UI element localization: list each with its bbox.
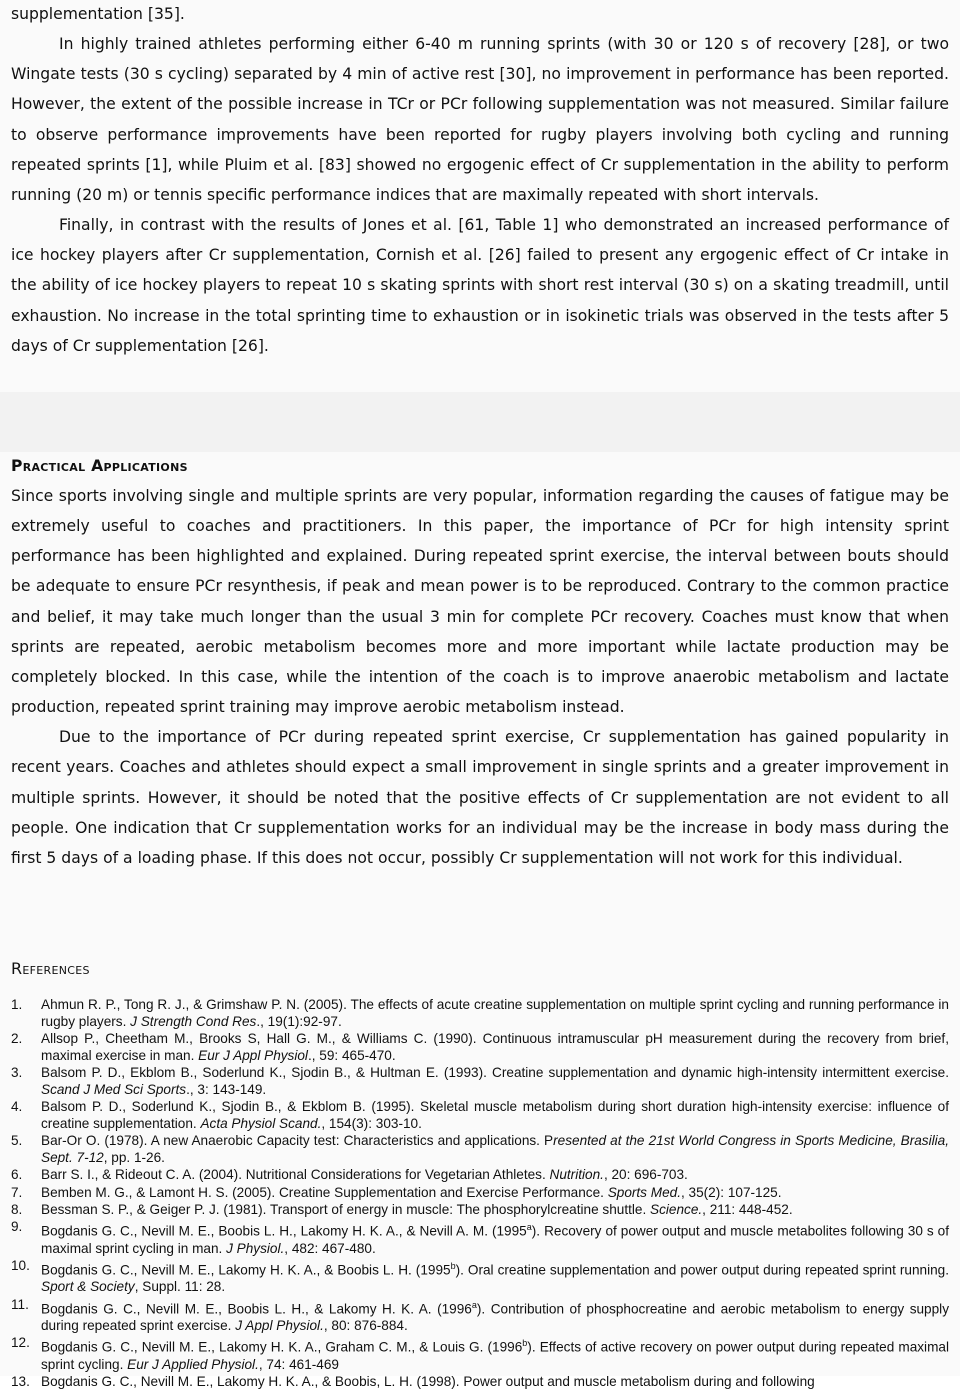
- reference-journal: resented at the 21st World Congress in Sports Medicine, Brasilia, Sept. 7-12: [41, 1133, 949, 1166]
- reference-item: [11, 1065, 949, 1099]
- reference-volume: , 482: 467-480.: [284, 1240, 376, 1256]
- reference-text-continued: ). Contribution of phosphocreatine and aerobic metabolism to energy supply during repeated sprint exercise.: [41, 1301, 949, 1333]
- reference-text: Bogdanis G. C., Nevill M. E., Boobis L. H., & Lakomy H. K. A. (1996: [41, 1301, 472, 1317]
- reference-text-continued: ). Effects of active recovery on power output during repeated maximal sprint cycling.: [41, 1339, 949, 1372]
- reference-text: Bogdanis G. C., Nevill M. E., Boobis L. H., Lakomy H. K. A., & Nevill A. M. (1995: [41, 1223, 527, 1239]
- reference-volume: ., 19(1):92-97.: [256, 1013, 342, 1029]
- reference-volume: , 20: 696-703.: [603, 1167, 688, 1183]
- reference-volume: , 211: 448-452.: [702, 1202, 793, 1218]
- heading-references: References: [11, 959, 90, 978]
- reference-journal: J Appl Physiol.: [235, 1317, 324, 1333]
- reference-number: 10.: [11, 1257, 30, 1273]
- reference-journal: Eur J Appl Physiol: [198, 1047, 308, 1063]
- reference-number: 12.: [11, 1335, 30, 1351]
- reference-text: Bessman S. P., & Geiger P. J. (1981). Transport of energy in muscle: The phosphorylcreatine shuttle.: [41, 1202, 651, 1218]
- reference-volume: , 154(3): 303-10.: [321, 1116, 422, 1132]
- reference-text: Balsom P. D., Soderlund K., Sjodin B., & Ekblom B. (1995). Skeletal muscle metabolism during short duration high-intensity exercise: influence of creatine supplementation.: [41, 1099, 949, 1132]
- reference-journal: Sport & Society: [41, 1279, 135, 1295]
- reference-text: Bogdanis G. C., Nevill M. E., Lakomy H. K. A., & Boobis, L. H. (1998). Power output and muscle metabolism during and following: [41, 1373, 815, 1389]
- top-fragment: supplementation [35].: [11, 5, 185, 23]
- reference-text: Bemben M. G., & Lamont H. S. (2005). Creatine Supplementation and Exercise Performance.: [41, 1184, 608, 1200]
- body-text-practical: [11, 481, 949, 873]
- reference-item: [11, 1133, 949, 1167]
- reference-item: [11, 1099, 949, 1133]
- reference-number: 13.: [11, 1373, 30, 1389]
- paragraph-practical-2: Due to the importance of PCr during repeated sprint exercise, Cr supplementation has gained popularity in recent years. Coaches and athletes should expect a small improvement in single sprints and a greater improvement in multiple sprints. However, it should be noted that the positive effects of Cr supplementation are not evident to all people. One indication that Cr supplementation works for an individual may be the increase in body mass during the first 5 days of a loading phase. If this does not occur, possibly Cr supplementation will not work for this individual.: [11, 728, 949, 867]
- reference-journal: Acta Physiol Scand.: [200, 1116, 322, 1132]
- reference-number: 8.: [11, 1202, 23, 1218]
- reference-superscript: a: [471, 1299, 477, 1310]
- reference-text: Bar-Or O. (1978). A new Anaerobic Capacity test: Characteristics and applications. P: [41, 1133, 554, 1149]
- reference-item: [11, 1258, 949, 1296]
- reference-number: 9.: [11, 1219, 23, 1235]
- reference-number: 1.: [11, 997, 23, 1012]
- reference-volume: , Suppl. 11: 28.: [134, 1279, 226, 1295]
- reference-journal: Sports Med.: [607, 1184, 681, 1200]
- reference-item: [11, 1219, 949, 1257]
- reference-text-continued: ). Oral creatine supplementation and power output during repeated sprint running.: [455, 1262, 949, 1278]
- section-gap-band: [0, 392, 960, 452]
- reference-item: [11, 1202, 949, 1219]
- reference-number: 2.: [11, 1031, 23, 1047]
- reference-item: [11, 1031, 949, 1065]
- reference-number: 6.: [11, 1167, 23, 1183]
- reference-text: Barr S. I., & Rideout C. A. (2004). Nutritional Considerations for Vegetarian Athletes.: [41, 1167, 550, 1183]
- reference-volume: , 74: 461-469: [258, 1356, 339, 1372]
- reference-item: [11, 997, 949, 1031]
- reference-superscript: b: [450, 1260, 456, 1271]
- reference-superscript: b: [522, 1338, 528, 1349]
- reference-superscript: a: [526, 1222, 532, 1233]
- reference-text: Bogdanis G. C., Nevill M. E., Lakomy H. K. A., Graham C. M., & Louis G. (1996: [41, 1339, 523, 1355]
- reference-number: 4.: [11, 1099, 23, 1115]
- reference-item: [11, 1335, 949, 1373]
- reference-volume: , 80: 876-884.: [323, 1317, 408, 1333]
- reference-journal: J Physiol.: [226, 1240, 285, 1256]
- reference-text: Allsop P., Cheetham M., Brooks S, Hall G. M., & Williams C. (1990). Continuous intramuscular pH measurement during the recovery from brief, maximal exercise in man.: [41, 1031, 949, 1063]
- reference-volume: ., 3: 143-149.: [186, 1081, 267, 1097]
- reference-item: [11, 1297, 949, 1335]
- reference-journal: Nutrition.: [549, 1167, 604, 1183]
- reference-number: 5.: [11, 1133, 23, 1149]
- reference-number: 11.: [11, 1296, 29, 1312]
- reference-number: 7.: [11, 1184, 23, 1200]
- paragraph-athletes: In highly trained athletes performing either 6-40 m running sprints (with 30 or 120 s of recovery [28], or two Wingate tests (30 s cycling) separated by 4 min of active rest [30], no improvement in performance has been reported. However, the extent of the possible increase in TCr or PCr following supplementation was not measured. Similar failure to observe performance improvements have been reported for rugby players involving both cycling and running repeated sprints [1], while Pluim et al. [83] showed no ergogenic effect of Cr supplementation in the ability to perform running (20 m) or tennis specific performance indices that are maximally repeated with short intervals.: [11, 35, 949, 204]
- reference-number: 3.: [11, 1065, 23, 1081]
- reference-journal: Eur J Applied Physiol.: [127, 1356, 259, 1372]
- reference-volume: , pp. 1-26.: [103, 1150, 165, 1166]
- reference-text-continued: ). Recovery of power output and muscle metabolites following 30 s of maximal sprint cycling in man.: [41, 1223, 949, 1256]
- heading-practical-applications: Practical Applications: [11, 457, 188, 475]
- reference-list: [11, 997, 949, 1391]
- paragraph-practical-1: Since sports involving single and multiple sprints are very popular, information regarding the causes of fatigue may be extremely useful to coaches and practitioners. In this paper, the importance of PCr for high intensity sprint performance has been highlighted and explained. During repeated sprint exercise, the interval between bouts should be adequate to ensure PCr resynthesis, if peak and mean power is to be reproduced. Contrary to the common practice and belief, it may take much longer than the usual 3 min for complete PCr recovery. Coaches must know that when sprints are repeated, aerobic metabolism becomes more and more important while lactate production may be completely blocked. In this case, while the intention of the coach is to improve anaerobic metabolism and lactate production, repeated sprint training may improve aerobic metabolism instead.: [11, 487, 949, 717]
- reference-item: [11, 1185, 949, 1202]
- reference-journal: Scand J Med Sci Sports: [41, 1081, 187, 1097]
- reference-item: [11, 1167, 949, 1184]
- reference-volume: ., 59: 465-470.: [307, 1047, 396, 1063]
- reference-text: Bogdanis G. C., Nevill M. E., Lakomy H. K. A., & Boobis L. H. (1995: [41, 1262, 451, 1278]
- reference-journal: J Strength Cond Res: [130, 1013, 257, 1029]
- reference-volume: , 35(2): 107-125.: [680, 1184, 782, 1200]
- reference-text: Ahmun R. P., Tong R. J., & Grimshaw P. N. (2005). The effects of acute creatine supplementation on multiple sprint cycling and running performance in rugby players.: [41, 997, 949, 1029]
- reference-text: Balsom P. D., Ekblom B., Soderlund K., Sjodin B., & Hultman E. (1993). Creatine supplementation and dynamic high-intensity intermittent exercise.: [41, 1065, 949, 1081]
- paragraph-ice-hockey: Finally, in contrast with the results of Jones et al. [61, Table 1] who demonstrated an increased performance of ice hockey players after Cr supplementation, Cornish et al. [26] failed to present any ergogenic effect of Cr intake in the ability of ice hockey players to repeat 10 s skating sprints with short rest interval (30 s) on a skating treadmill, until exhaustion. No increase in the total sprinting time to exhaustion or in isokinetic trials was observed in the tests after 5 days of Cr supplementation [26].: [11, 216, 949, 355]
- body-text-top: [11, 0, 949, 361]
- reference-journal: Science.: [650, 1202, 703, 1218]
- reference-item: [11, 1374, 949, 1391]
